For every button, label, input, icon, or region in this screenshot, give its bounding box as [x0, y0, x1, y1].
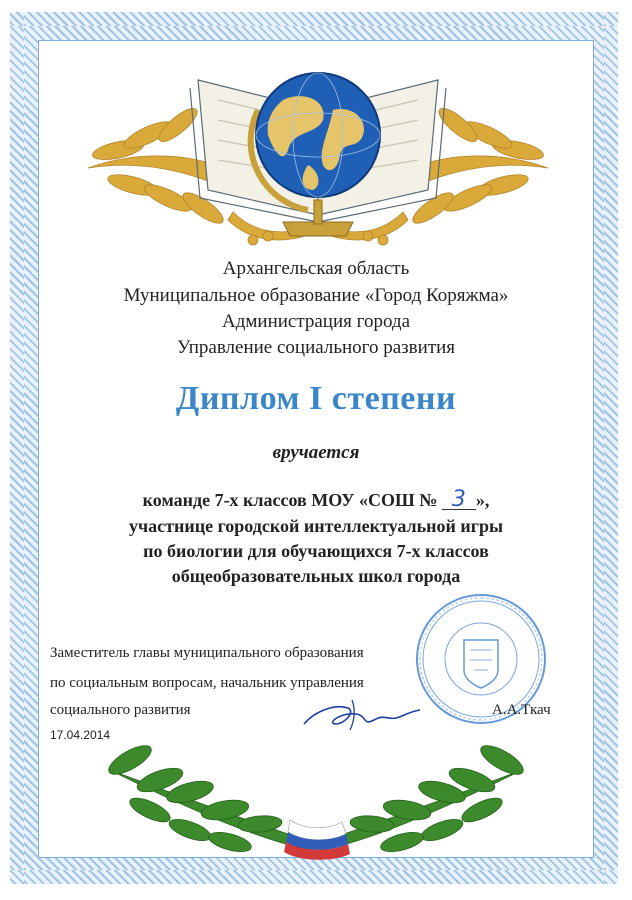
award-line-3: по биологии для обучающихся 7-х классов: [143, 541, 489, 561]
award-line-1-prefix: команде 7-х классов МОУ «СОШ №: [142, 490, 438, 510]
signer-name: А.А.Ткач: [492, 702, 551, 718]
globe-book-laurel-emblem: [78, 40, 558, 250]
diploma-subtitle: вручается: [272, 442, 360, 463]
award-line-1: [0, 487, 632, 512]
signatory-title-line-2: по социальным вопросам, начальник управления: [50, 675, 364, 691]
department-name: Управление социального развития: [176, 337, 456, 358]
municipality-name: Муниципальное образование «Город Коряжма»: [123, 285, 509, 306]
school-number-handwritten: 3: [442, 491, 476, 510]
administration-name: Администрация города: [221, 311, 410, 332]
award-line-4: общеобразовательных школ города: [171, 566, 461, 586]
issue-date: 17.04.2014: [50, 728, 111, 742]
region-name: Архангельская область: [222, 258, 410, 279]
award-line-1-suffix: »,: [475, 490, 490, 510]
award-line-2: участнице городской интеллектуальной игры: [128, 516, 504, 536]
green-laurel-with-ribbon: [90, 730, 542, 870]
signatory-title-line-3: социального развития: [50, 702, 191, 718]
signatory-title-line-1: Заместитель главы муниципального образования: [50, 645, 364, 661]
diploma-title: Диплом I степени: [175, 380, 457, 417]
